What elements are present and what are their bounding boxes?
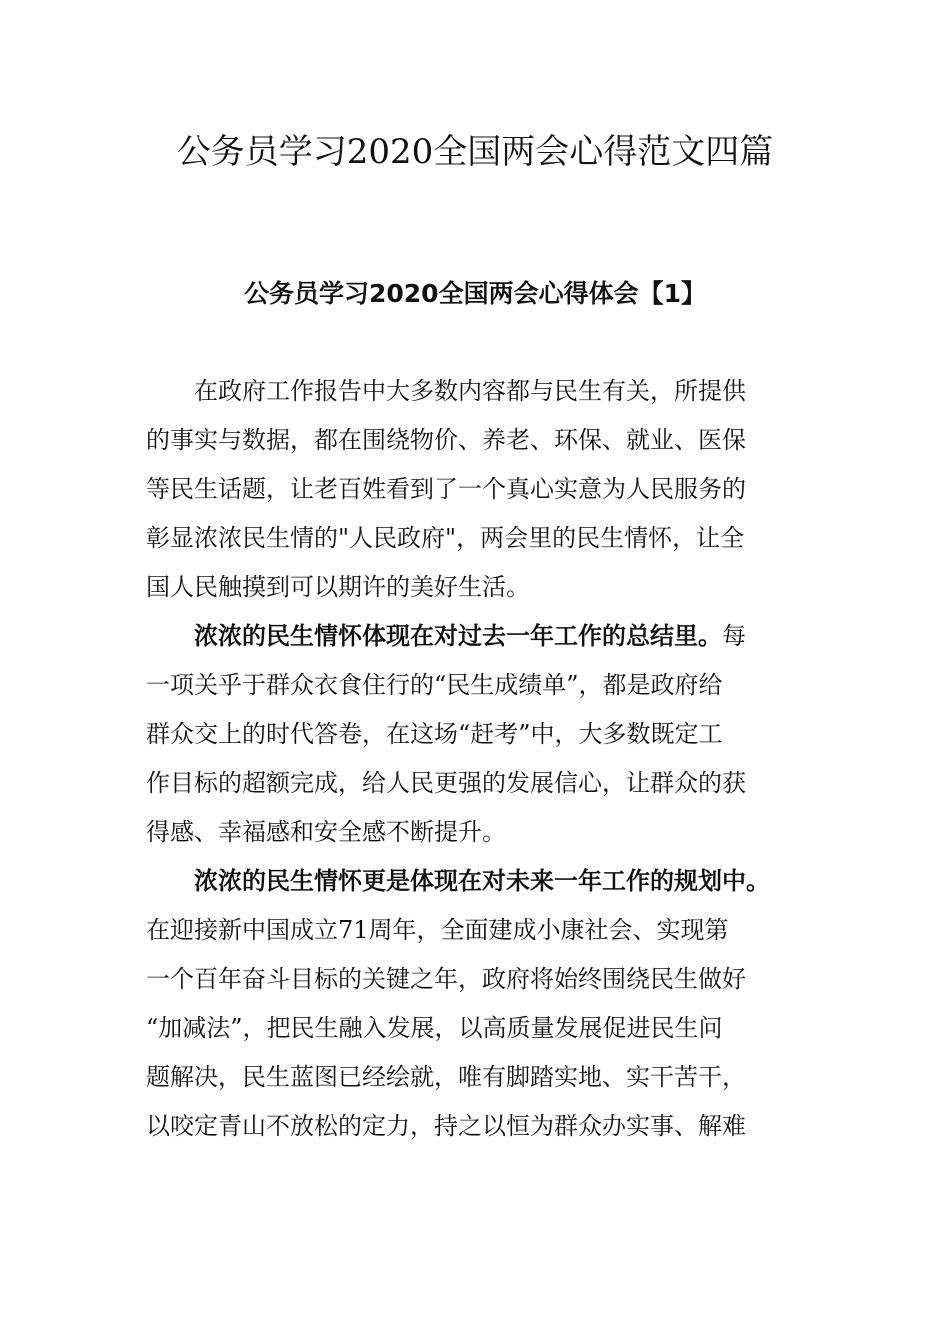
paragraph-line: 彰显浓浓民生情的"人民政府"，两会里的民生情怀，让全: [146, 524, 745, 552]
paragraph-line: 一个百年奋斗目标的关键之年，政府将始终围绕民生做好: [146, 965, 746, 993]
paragraph-line: 在政府工作报告中大多数内容都与民生有关，所提供: [194, 377, 746, 405]
paragraph-text: 每: [722, 622, 746, 650]
paragraph-line: 国人民触摸到可以期许的美好生活。: [146, 573, 530, 601]
paragraph-line: 以咬定青山不放松的定力，持之以恒为群众办实事、解难: [146, 1112, 746, 1140]
paragraph-line: 等民生话题，让老百姓看到了一个真心实意为人民服务的: [146, 475, 746, 503]
paragraph-line: 作目标的超额完成，给人民更强的发展信心，让群众的获: [146, 769, 746, 797]
paragraph-line: 在迎接新中国成立71周年，全面建成小康社会、实现第: [146, 916, 729, 944]
document-body: [146, 367, 788, 1151]
paragraph-line: 群众交上的时代答卷，在这场“赶考”中，大多数既定工: [146, 720, 723, 748]
paragraph-lead-bold: 浓浓的民生情怀体现在对过去一年工作的总结里。: [194, 622, 722, 650]
document-title: 公务员学习2020全国两会心得范文四篇: [176, 132, 774, 172]
paragraph-line: 的事实与数据，都在围绕物价、养老、环保、就业、医保: [146, 426, 746, 454]
paragraph-line: 得感、幸福感和安全感不断提升。: [146, 818, 506, 846]
paragraph-line: 一项关乎于群众衣食住行的“民生成绩单”，都是政府给: [146, 671, 723, 699]
paragraph-lead-bold: 浓浓的民生情怀更是体现在对未来一年工作的规划中。: [194, 867, 770, 895]
paragraph-line: [146, 857, 788, 906]
section-title: 公务员学习2020全国两会心得体会【1】: [244, 279, 706, 308]
paragraph-line: [146, 612, 788, 661]
paragraph-line: 题解决，民生蓝图已经绘就，唯有脚踏实地、实干苦干，: [146, 1063, 746, 1091]
paragraph-line: “加减法”，把民生融入发展，以高质量发展促进民生问: [146, 1014, 723, 1042]
